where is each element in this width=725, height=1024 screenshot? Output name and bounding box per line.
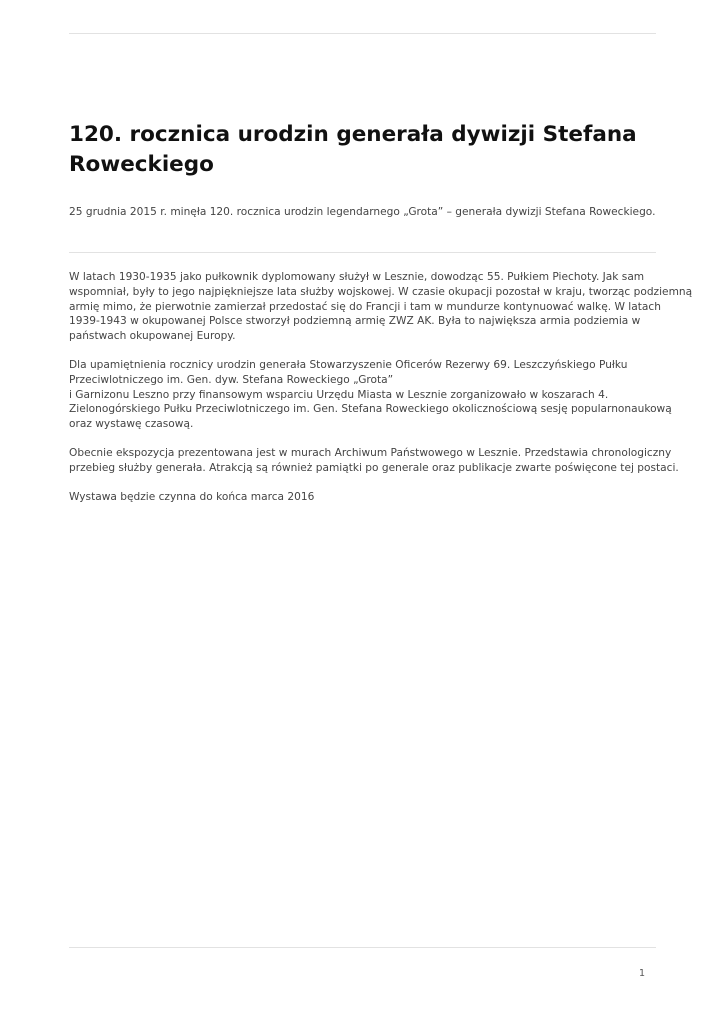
paragraph-line: Dla upamiętnienia rocznicy urodzin generała Stowarzyszenie Oficerów Rezerwy 69. Leszczyńskiego Pułku (69, 358, 628, 371)
lead-divider (69, 252, 656, 253)
paragraph-line: oraz wystawę czasową. (69, 418, 194, 431)
paragraph-line: przebieg służby generała. Atrakcją są również pamiątki po generale oraz publikacje zwarte poświęcone tej postaci. (69, 461, 679, 474)
article-body (69, 270, 693, 518)
paragraph-line: 1939-1943 w okupowanej Polsce stworzył podziemną armię ZWZ AK. Była to największa armia podziemia w (69, 315, 641, 328)
paragraph-line: Zielonogórskiego Pułku Przeciwlotniczego im. Gen. Stefana Roweckiego okolicznościową sesję popularnonaukową (69, 403, 672, 416)
paragraph-line: Obecnie ekspozycja prezentowana jest w murach Archiwum Państwowego w Lesznie. Przedstawia chronologiczny (69, 446, 672, 459)
header-divider (69, 33, 656, 34)
paragraph-line: armię mimo, że pierwotnie zamierzał przedostać się do Francji i tam w mundurze kontynuować walkę. W latach (69, 300, 661, 313)
body-paragraph (69, 358, 672, 432)
paragraph-line: Wystawa będzie czynna do końca marca 2016 (69, 490, 315, 503)
page-number: 1 (638, 968, 645, 979)
paragraph-line: i Garnizonu Leszno przy finansowym wsparciu Urzędu Miasta w Lesznie zorganizowało w koszarach 4. (69, 388, 609, 401)
body-paragraph (69, 270, 693, 344)
title-line: Roweckiego (69, 152, 214, 177)
body-paragraph (69, 446, 679, 476)
article-title (69, 120, 659, 180)
paragraph-line: W latach 1930-1935 jako pułkownik dyplomowany służył w Lesznie, dowodząc 55. Pułkiem Piechoty. Jak sam (69, 271, 645, 283)
paragraph-line: wspomniał, były to jego najpiękniejsze lata służby wojskowej. W czasie okupacji pozostał w kraju, tworząc podziemną (69, 285, 693, 298)
footer-divider (69, 947, 656, 948)
paragraph-line: Przeciwlotniczego im. Gen. dyw. Stefana Roweckiego „Grota” (69, 373, 394, 386)
title-line: 120. rocznica urodzin generała dywizji Stefana (69, 122, 637, 147)
body-paragraph (69, 490, 659, 505)
paragraph-line: państwach okupowanej Europy. (69, 330, 236, 343)
article-lead: 25 grudnia 2015 r. minęła 120. rocznica urodzin legendarnego „Grota” – generała dywizji Stefana Roweckiego. (69, 206, 656, 218)
